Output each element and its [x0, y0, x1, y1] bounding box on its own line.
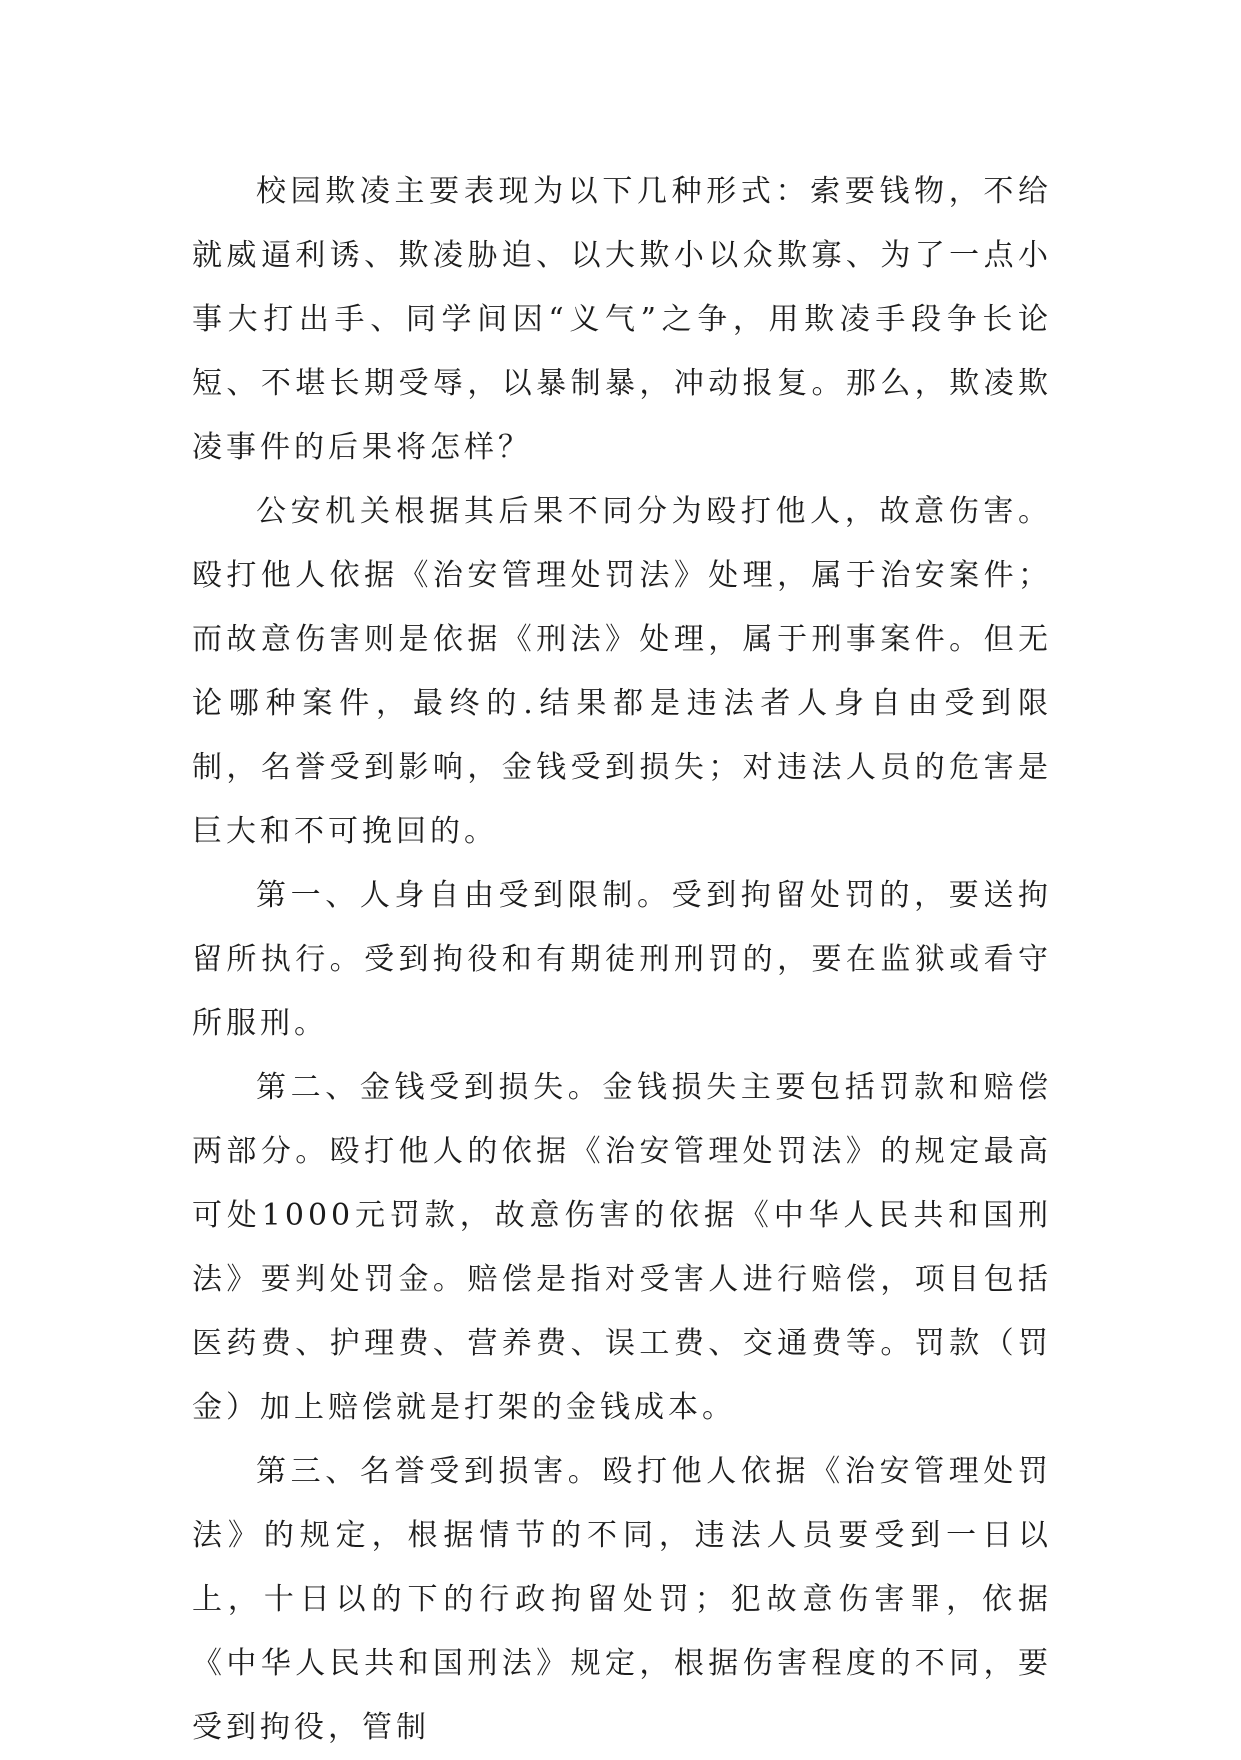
paragraph-reputation-damage: 第三、名誉受到损害。殴打他人依据《治安管理处罚法》的规定，根据情节的不同，违法人员要受到一日以上，十日以的下的行政拘留处罚；犯故意伤害罪，依据《中华人民共和国刑法》规定，根据伤害程度的不同，要受到拘役，管制	[192, 1454, 1052, 1745]
paragraph-personal-freedom: 第一、人身自由受到限制。受到拘留处罚的，要送拘留所执行。受到拘役和有期徒刑刑罚的，要在监狱或看守所服刑。	[192, 878, 1052, 1041]
paragraph-police-classification: 公安机关根据其后果不同分为殴打他人，故意伤害。殴打他人依据《治安管理处罚法》处理，属于治安案件；而故意伤害则是依据《刑法》处理，属于刑事案件。但无论哪种案件，最终的.结果都是违法者人身自由受到限制，名誉受到影响，金钱受到损失；对违法人员的危害是巨大和不可挽回的。	[192, 494, 1052, 849]
paragraph-bullying-forms: 校园欺凌主要表现为以下几种形式：索要钱物，不给就威逼利诱、欺凌胁迫、以大欺小以众欺寡、为了一点小事大打出手、同学间因“义气”之争，用欺凌手段争长论短、不堪长期受辱，以暴制暴，冲动报复。那么，欺凌欺凌事件的后果将怎样？	[192, 174, 1052, 465]
paragraph-financial-loss: 第二、金钱受到损失。金钱损失主要包括罚款和赔偿两部分。殴打他人的依据《治安管理处罚法》的规定最高可处1000元罚款，故意伤害的依据《中华人民共和国刑法》要判处罚金。赔偿是指对受害人进行赔偿，项目包括医药费、护理费、营养费、误工费、交通费等。罚款（罚金）加上赔偿就是打架的金钱成本。	[192, 1070, 1052, 1425]
document-body	[192, 160, 1052, 1760]
